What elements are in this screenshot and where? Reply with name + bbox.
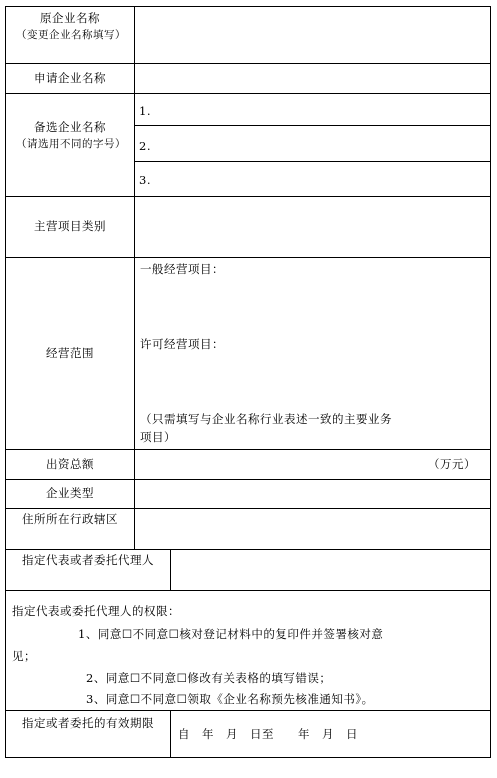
original-name-note: （变更企业名称填写）: [16, 29, 126, 41]
alt-name-2-field[interactable]: [156, 127, 488, 160]
main-category-field[interactable]: [136, 198, 488, 256]
row-divider: [6, 257, 490, 258]
district-label: 住所所在行政辖区: [22, 512, 118, 526]
scope-label: 经营范围: [46, 346, 94, 360]
row-divider: [134, 125, 490, 126]
authority-item-3: 3、同意☐不同意☐领取《企业名称预先核准通知书》。: [86, 692, 374, 706]
alt-name-2-number: 2.: [139, 139, 151, 153]
capital-field[interactable]: [136, 451, 424, 478]
apply-name-field[interactable]: [136, 65, 488, 92]
scope-general-label: 一般经营项目：: [140, 262, 224, 276]
authority-item-1: 1、同意☐不同意☐核对登记材料中的复印件并签署核对意: [78, 627, 384, 641]
column-divider: [134, 7, 135, 549]
original-name-label: 原企业名称: [40, 11, 100, 25]
alt-name-1-field[interactable]: [156, 95, 488, 124]
capital-label: 出资总额: [46, 457, 94, 471]
row-divider: [6, 479, 490, 480]
name-preapproval-form: [5, 6, 491, 758]
column-divider: [170, 710, 171, 757]
row-divider: [134, 161, 490, 162]
scope-licensed-field[interactable]: [136, 354, 488, 408]
alt-names-label: 备选企业名称: [34, 120, 106, 134]
agent-field[interactable]: [172, 551, 488, 589]
district-field[interactable]: [136, 510, 488, 548]
row-divider: [6, 508, 490, 509]
row-divider: [6, 449, 490, 450]
apply-name-label: 申请企业名称: [34, 71, 106, 85]
alt-names-note: （请选用不同的字号）: [16, 138, 126, 150]
scope-general-field[interactable]: [136, 279, 488, 333]
authority-item-2: 2、同意☐不同意☐修改有关表格的填写错误；: [86, 671, 332, 685]
alt-name-3-field[interactable]: [156, 163, 488, 195]
validity-value: 自 年 月 日至 年 月 日: [178, 727, 358, 741]
capital-unit: （万元）: [428, 457, 476, 471]
column-divider: [170, 549, 171, 590]
company-type-label: 企业类型: [46, 486, 94, 500]
scope-licensed-label: 许可经营项目：: [140, 337, 224, 351]
scope-note-line-2: 项目）: [140, 430, 176, 444]
row-divider: [6, 549, 490, 550]
row-divider: [6, 710, 490, 711]
validity-label: 指定或者委托的有效期限: [22, 716, 154, 730]
row-divider: [6, 63, 490, 64]
authority-title: 指定代表或委托代理人的权限：: [12, 604, 180, 618]
row-divider: [6, 93, 490, 94]
row-divider: [6, 590, 490, 591]
main-category-label: 主营项目类别: [34, 219, 106, 233]
company-type-field[interactable]: [136, 481, 488, 507]
original-name-field[interactable]: [136, 8, 488, 62]
scope-note-line-1: （只需填写与企业名称行业表述一致的主要业务: [140, 412, 392, 426]
agent-label: 指定代表或者委托代理人: [22, 553, 154, 567]
row-divider: [6, 196, 490, 197]
alt-name-1-number: 1.: [139, 104, 151, 118]
authority-item-1-cont: 见；: [12, 649, 36, 663]
alt-name-3-number: 3.: [139, 173, 151, 187]
